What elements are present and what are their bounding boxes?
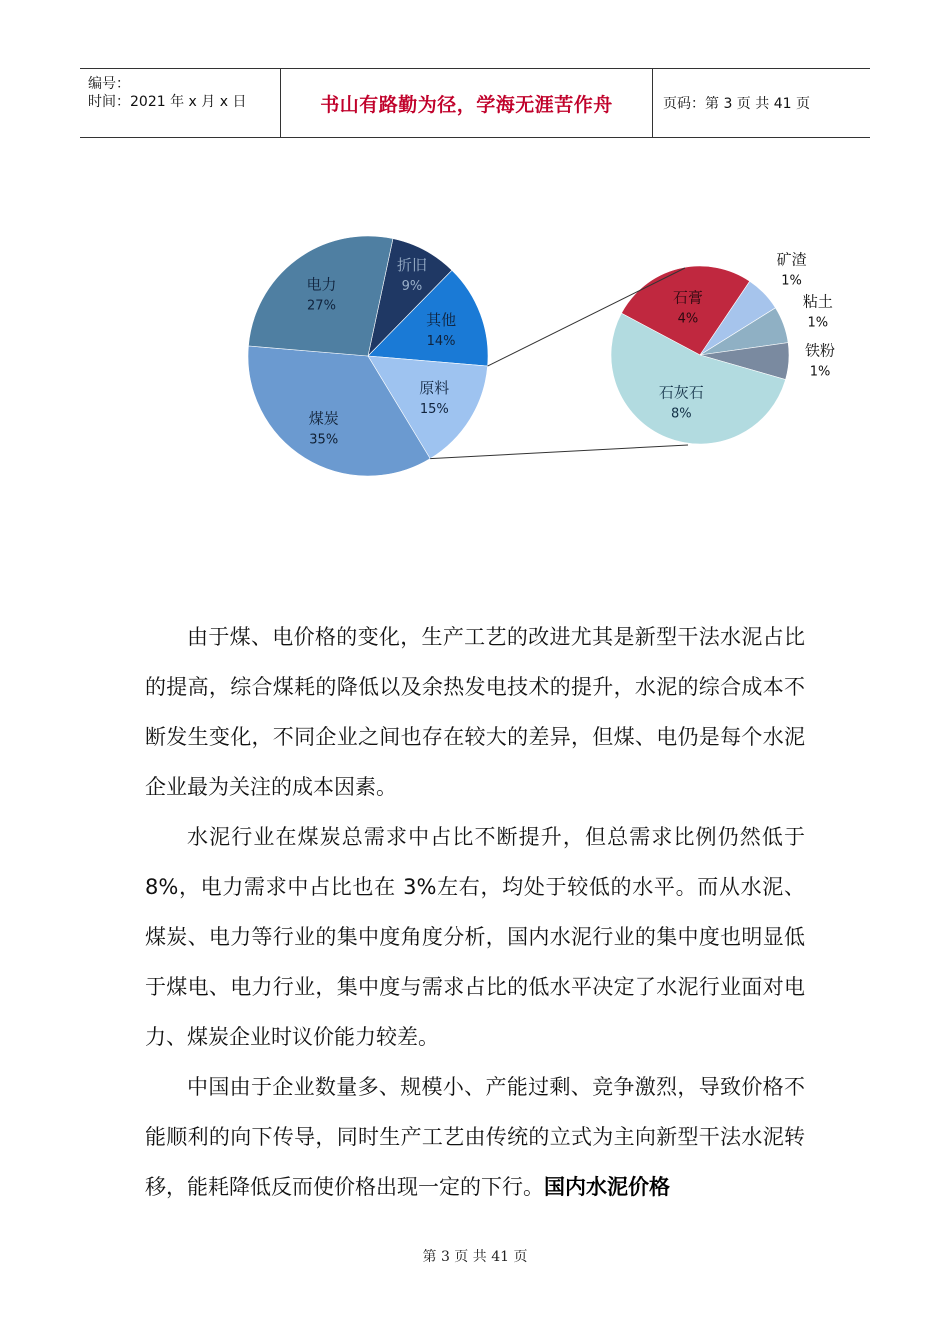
paragraph-2: 水泥行业在煤炭总需求中占比不断提升，但总需求比例仍然低于 8%，电力需求中占比也在 3%左右，均处于较低的水平。而从水泥、煤炭、电力等行业的集中度角度分析，国内水泥行业的集中度也明显低于煤电、电力行业，集中度与需求占比的低水平决定了水泥行业面对电力、煤炭企业时议价能力较差。 (145, 825, 805, 1049)
pie-label-other: 其他 (426, 310, 457, 329)
paragraph-1: 由于煤、电价格的变化，生产工艺的改进尤其是新型干法水泥占比的提高，综合煤耗的降低以及余热发电技术的提升，水泥的综合成本不断发生变化，不同企业之间也存在较大的差异，但煤、电仍是每个水泥企业最为关注的成本因素。 (145, 625, 805, 799)
pie-label-raw: 原料 (419, 379, 450, 398)
pie-label-power: 电力 (306, 275, 337, 294)
connector-line-bottom (430, 445, 688, 459)
paragraph-3-text: 中国由于企业数量多、规模小、产能过剩、竞争激烈，导致价格不能顺利的向下传导，同时生产工艺由传统的立式为主向新型干法水泥转移，能耗降低反而使价格出现一定的下行。 (145, 1075, 805, 1199)
pie-value-power: 27% (307, 298, 336, 314)
pie-value-coal: 35% (309, 432, 339, 448)
sub-pie-value-limestone: 8% (670, 406, 692, 422)
header-page-label: 页码：第 3 页 共 41 页 (663, 96, 810, 112)
sub-pie-label-iron-powder: 铁粉 (804, 341, 836, 360)
page-footer: 第 3 页 共 41 页 (422, 1249, 528, 1265)
pie-value-depreciation: 9% (401, 279, 423, 295)
pie-slice-power (248, 236, 393, 356)
pie-label-coal: 煤炭 (308, 409, 339, 428)
document-number-label: 编号： (88, 76, 130, 92)
sub-pie-value-slag: 1% (781, 273, 802, 289)
body-text (145, 612, 805, 1212)
sub-pie-label-clay: 粘土 (802, 292, 833, 311)
paragraph-3 (145, 1062, 805, 1212)
sub-pie-label-slag: 矿渣 (776, 250, 807, 269)
paragraph-3-emphasis: 国内水泥价格 (544, 1175, 670, 1199)
sub-pie-value-clay: 1% (807, 315, 829, 331)
pie-label-depreciation: 折旧 (396, 256, 427, 275)
sub-pie-label-limestone: 石灰石 (658, 383, 704, 402)
sub-pie-value-gypsum: 4% (677, 311, 699, 327)
header-motto: 书山有路勤为径，学海无涯苦作舟 (320, 93, 613, 116)
cost-structure-chart (0, 0, 950, 560)
sub-pie-label-gypsum: 石膏 (672, 288, 703, 307)
pie-value-raw: 15% (419, 402, 449, 418)
document-date-label: 时间：2021 年 x 月 x 日 (88, 94, 247, 110)
pie-value-other: 14% (426, 333, 456, 349)
cost-pie-svg (0, 0, 950, 560)
sub-pie-value-iron-powder: 1% (809, 364, 831, 380)
